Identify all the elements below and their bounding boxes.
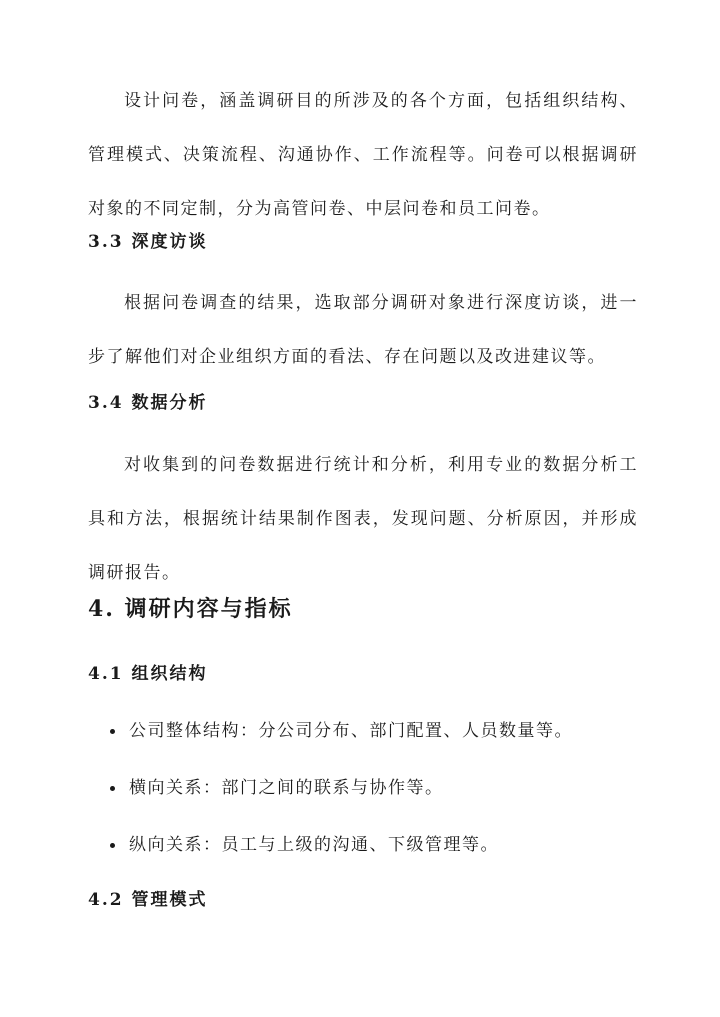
list-item-text: 纵向关系：员工与上级的沟通、下级管理等。 — [129, 835, 499, 855]
paragraph-interview: 根据问卷调查的结果，选取部分调研对象进行深度访谈，进一步了解他们对企业组织方面的看法、存在问题以及改进建议等。 — [88, 293, 638, 367]
heading-4-1: 4.1 组织结构 — [88, 664, 208, 684]
bullet-icon — [110, 843, 115, 848]
list-item — [110, 776, 444, 800]
paragraph-questionnaire: 设计问卷，涵盖调研目的所涉及的各个方面，包括组织结构、管理模式、决策流程、沟通协作、工作流程等。问卷可以根据调研对象的不同定制，分为高管问卷、中层问卷和员工问卷。 — [88, 91, 638, 219]
paragraph-analysis: 对收集到的问卷数据进行统计和分析，利用专业的数据分析工具和方法，根据统计结果制作图表，发现问题、分析原因，并形成调研报告。 — [88, 455, 638, 583]
list-item — [110, 833, 499, 857]
list-item-text: 公司整体结构：分公司分布、部门配置、人员数量等。 — [129, 721, 573, 741]
heading-4: 4. 调研内容与指标 — [88, 596, 293, 622]
heading-3-3: 3.3 深度访谈 — [88, 232, 208, 252]
heading-4-2: 4.2 管理模式 — [88, 890, 208, 910]
list-item-text: 横向关系：部门之间的联系与协作等。 — [129, 778, 444, 798]
bullet-icon — [110, 729, 115, 734]
list-item — [110, 719, 573, 743]
bullet-icon — [110, 786, 115, 791]
heading-3-4: 3.4 数据分析 — [88, 393, 208, 413]
